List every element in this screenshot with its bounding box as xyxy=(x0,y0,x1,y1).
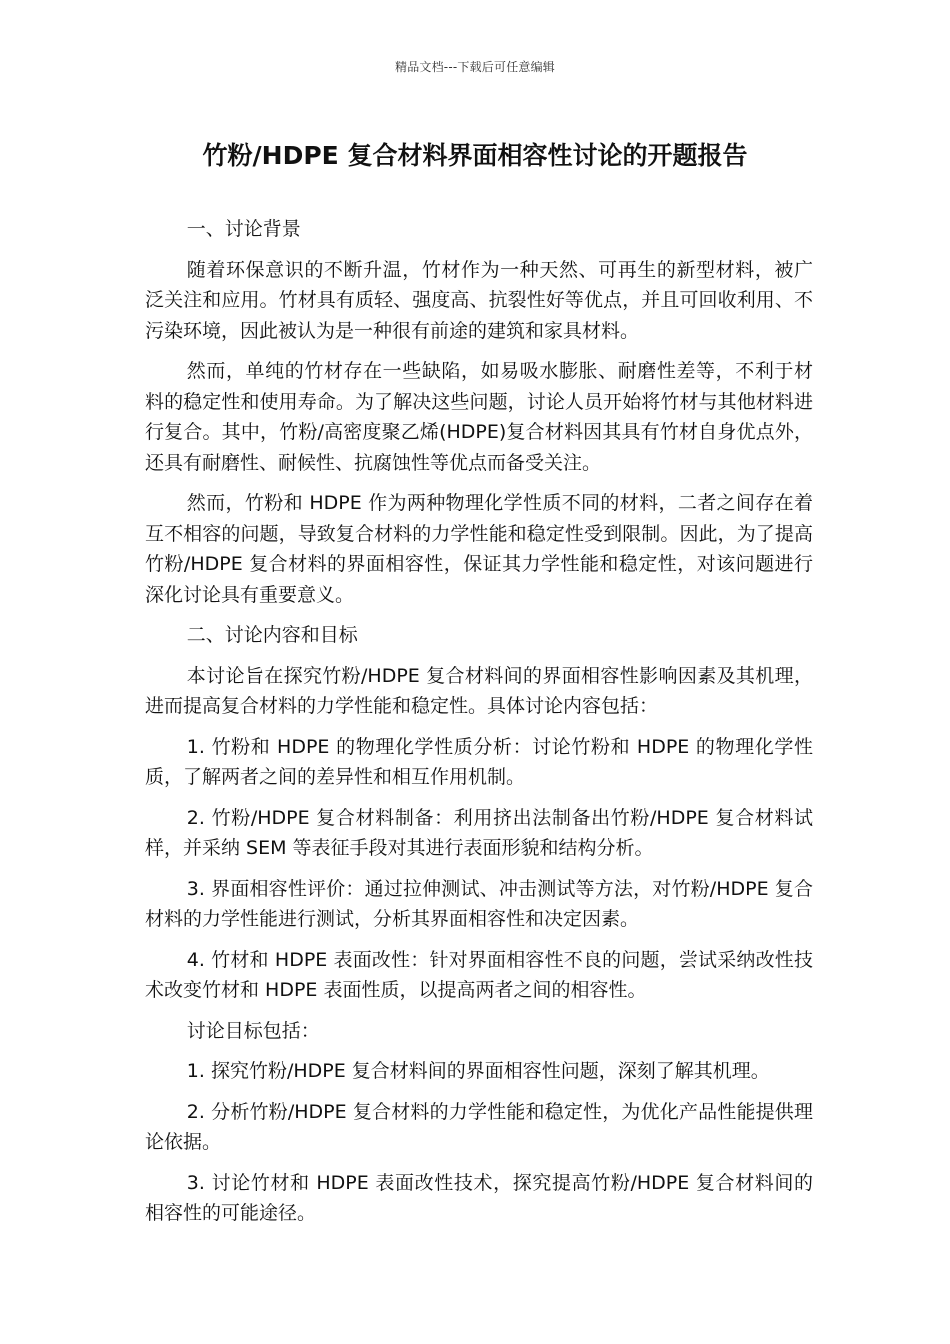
document-body xyxy=(145,214,813,1239)
section-heading-content-goals: 二、讨论内容和目标 xyxy=(186,624,358,646)
document-title: 竹粉/HDPE 复合材料界面相容性讨论的开题报告 xyxy=(202,141,748,170)
content-item: 4. 竹材和 HDPE 表面改性：针对界面相容性不良的问题，尝试采纳改性技术改变竹材和 HDPE 表面性质，以提高两者之间的相容性。 xyxy=(145,948,813,1001)
section-heading-background: 一、讨论背景 xyxy=(186,218,301,240)
goals-intro: 讨论目标包括： xyxy=(186,1019,320,1042)
paragraph: 然而，竹粉和 HDPE 作为两种物理化学性质不同的材料，二者之间存在着互不相容的问题，导致复合材料的力学性能和稳定性受到限制。因此，为了提高竹粉/HDPE 复合材料的界面相容性，保证其力学性能和稳定性，对该问题进行深化讨论具有重要意义。 xyxy=(145,492,813,606)
content-item: 2. 竹粉/HDPE 复合材料制备：利用挤出法制备出竹粉/HDPE 复合材料试样，并采纳 SEM 等表征手段对其进行表面形貌和结构分析。 xyxy=(145,806,813,859)
paragraph: 随着环保意识的不断升温，竹材作为一种天然、可再生的新型材料，被广泛关注和应用。竹材具有质轻、强度高、抗裂性好等优点，并且可回收利用、不污染环境，因此被认为是一种很有前途的建筑和家具材料。 xyxy=(145,258,813,342)
paragraph: 然而，单纯的竹材存在一些缺陷，如易吸水膨胀、耐磨性差等，不利于材料的稳定性和使用寿命。为了解决这些问题，讨论人员开始将竹材与其他材料进行复合。其中，竹粉/高密度聚乙烯(HDPE)复合材料因其具有竹材自身优点外，还具有耐磨性、耐候性、抗腐蚀性等优点而备受关注。 xyxy=(145,360,813,474)
goal-item: 2. 分析竹粉/HDPE 复合材料的力学性能和稳定性，为优化产品性能提供理论依据。 xyxy=(145,1100,813,1153)
content-item: 1. 竹粉和 HDPE 的物理化学性质分析：讨论竹粉和 HDPE 的物理化学性质，了解两者之间的差异性和相互作用机制。 xyxy=(145,735,813,788)
goal-item: 1. 探究竹粉/HDPE 复合材料间的界面相容性问题，深刻了解其机理。 xyxy=(186,1060,770,1082)
content-item: 3. 界面相容性评价：通过拉伸测试、冲击测试等方法，对竹粉/HDPE 复合材料的力学性能进行测试，分析其界面相容性和决定因素。 xyxy=(145,877,813,930)
goal-item: 3. 讨论竹材和 HDPE 表面改性技术，探究提高竹粉/HDPE 复合材料间的相容性的可能途径。 xyxy=(145,1171,813,1224)
running-header: 精品文档---下载后可任意编辑 xyxy=(395,60,555,74)
paragraph: 本讨论旨在探究竹粉/HDPE 复合材料间的界面相容性影响因素及其机理，进而提高复合材料的力学性能和稳定性。具体讨论内容包括： xyxy=(145,664,813,717)
